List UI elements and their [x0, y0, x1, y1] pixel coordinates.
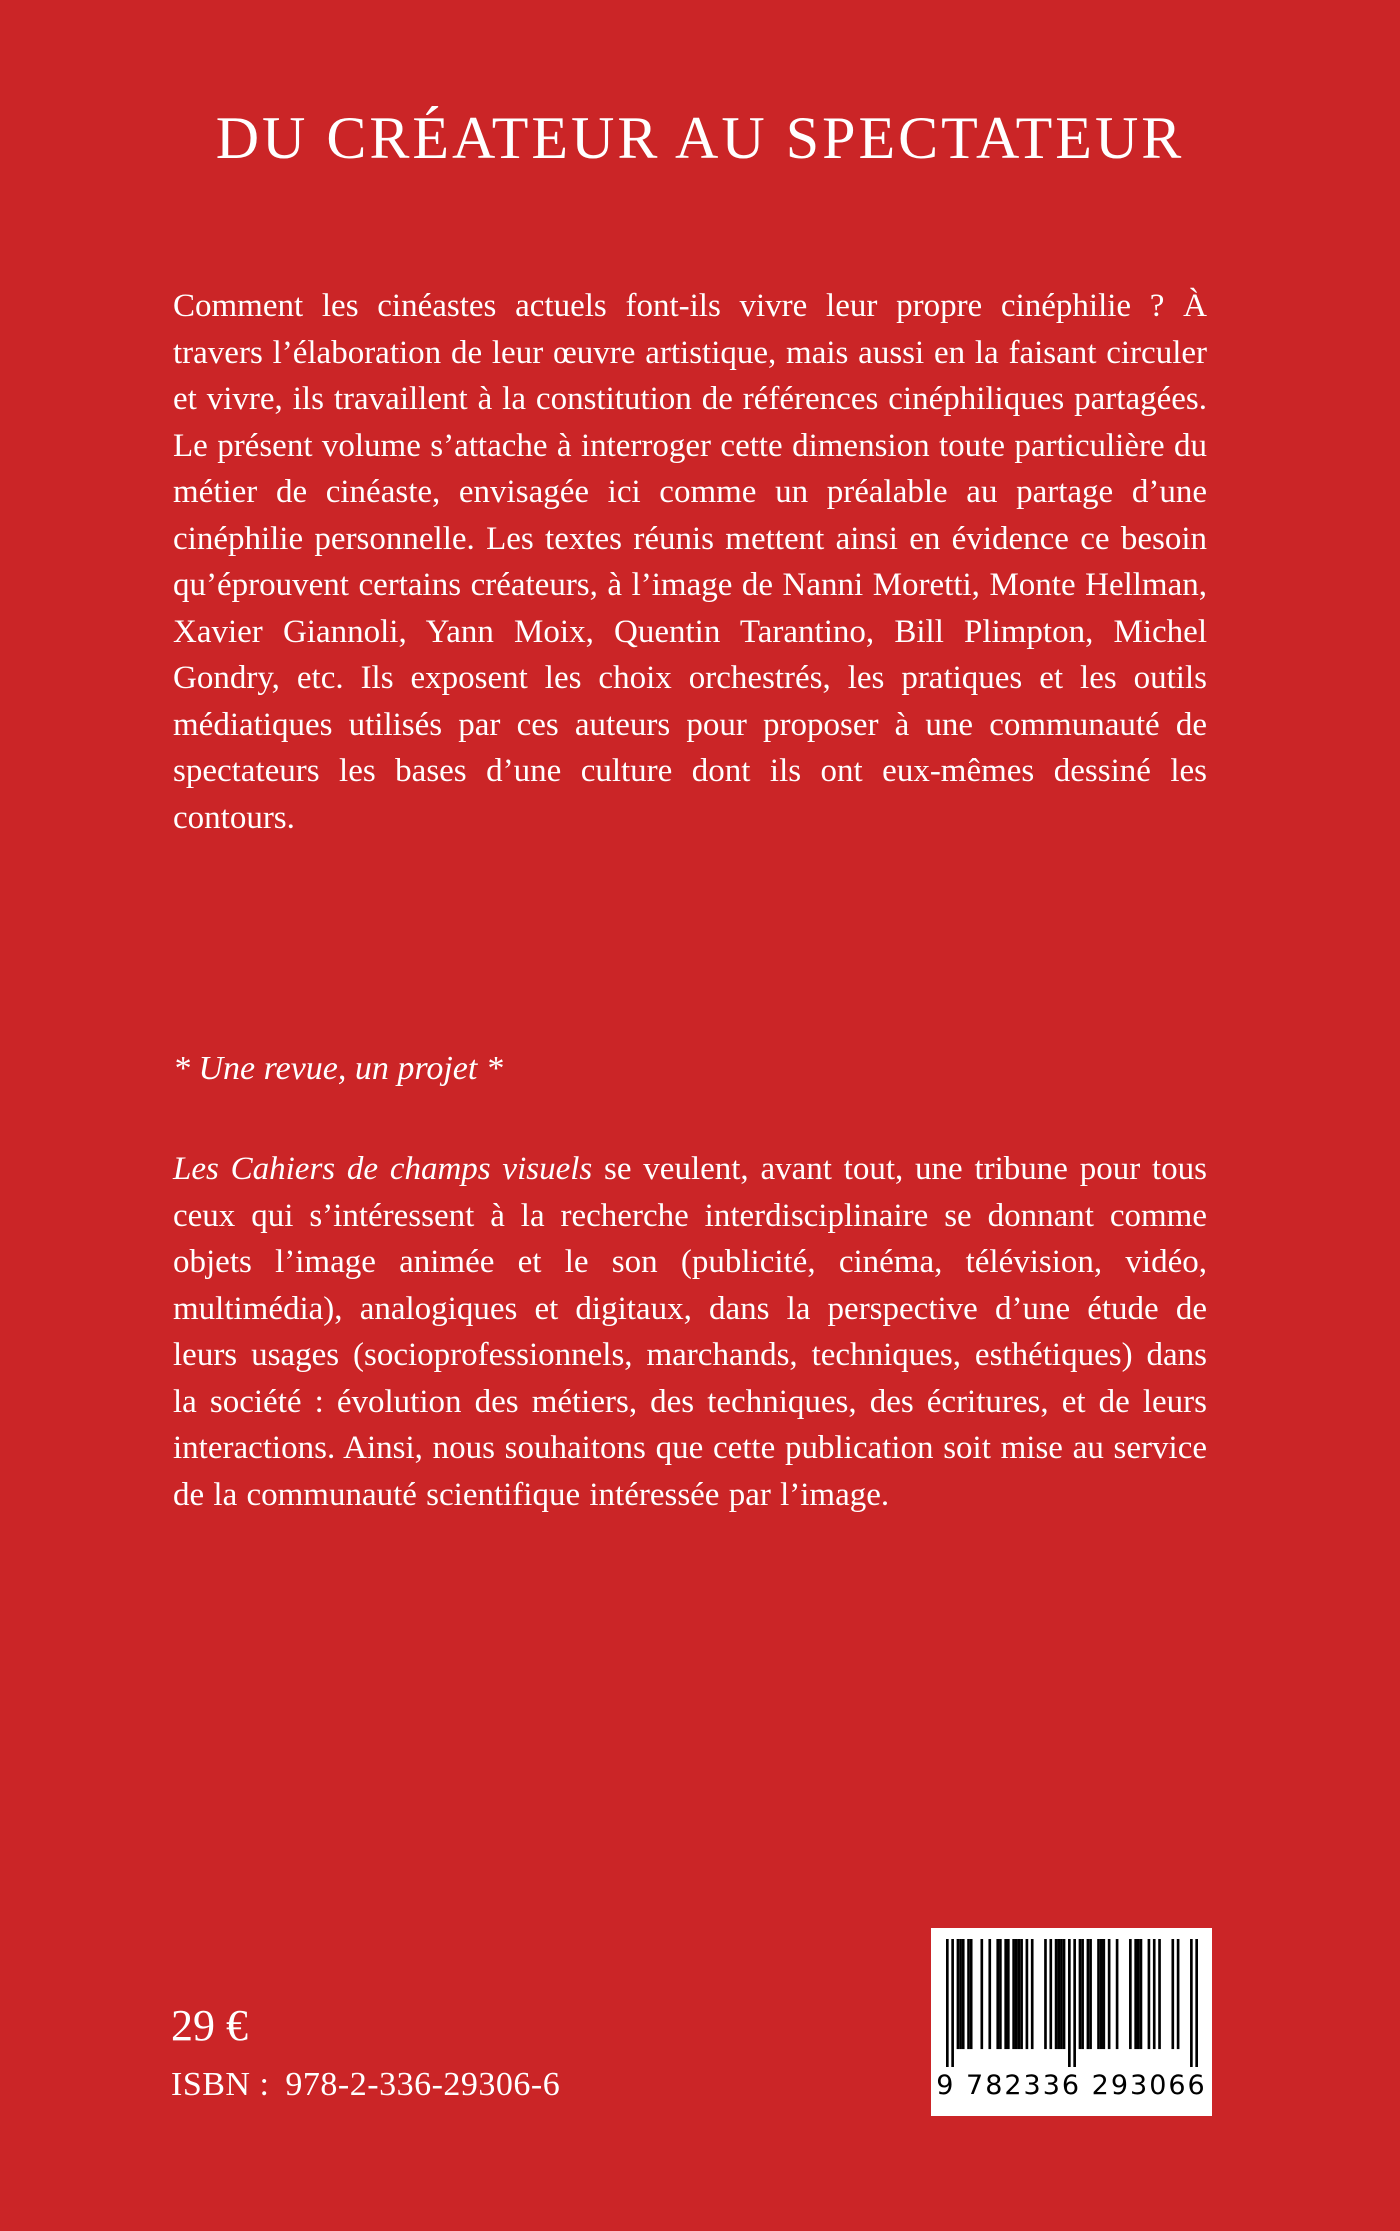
barcode — [931, 1928, 1212, 2116]
barcode-bars — [946, 1939, 1198, 2067]
series-description-text: se veulent, avant tout, une tribune pour tous ceux qui s’intéressent à la recherche interdisciplinaire se donnant comme objets l’image animée et le son (publicité, cinéma, télévision, vidéo, multimédia), analogiques et digitaux, dans la perspective d’une étude de leurs usages (socioprofessionnels, marchands, techniques, esthétiques) dans la société : évolution des métiers, des techniques, des écritures, et de leurs interactions. Ainsi, nous souhaitons que cette publication soit mise au service de la communauté scientifique intéressée par l’image. — [173, 1151, 1207, 1513]
isbn-number: 978-2-336-29306-6 — [285, 2066, 561, 2103]
price: 29 € — [171, 2001, 248, 2050]
isbn-line — [171, 2066, 560, 2104]
journal-name: Les Cahiers de champs visuels — [173, 1151, 593, 1187]
book-title: DU CRÉATEUR AU SPECTATEUR — [215, 105, 1185, 171]
synopsis-paragraph: Comment les cinéastes actuels font-ils vivre leur propre cinéphilie ? À travers l’élaboration de leur œuvre artistique, mais aussi en la faisant circuler et vivre, ils travaillent à la constitution de références cinéphiliques partagées. Le présent volume s’attache à interroger cette dimension toute particulière du métier de cinéaste, envisagée ici comme un préalable au partage d’une cinéphilie personnelle. Les textes réunis mettent ainsi en évidence ce besoin qu’éprouvent certains créateurs, à l’image de Nanni Moretti, Monte Hellman, Xavier Giannoli, Yann Moix, Quentin Tarantino, Bill Plimpton, Michel Gondry, etc. Ils exposent les choix orchestrés, les pratiques et les outils médiatiques utilisés par ces auteurs pour proposer à une communauté de spectateurs les bases d’une culture dont ils ont eux-mêmes dessiné les contours. — [173, 288, 1207, 836]
series-section-heading: * Une revue, un projet * — [173, 1050, 503, 1087]
series-description-paragraph — [173, 1146, 1207, 1518]
isbn-label: ISBN : — [171, 2066, 270, 2103]
barcode-digits: 9 782336 293066 — [936, 2070, 1207, 2101]
